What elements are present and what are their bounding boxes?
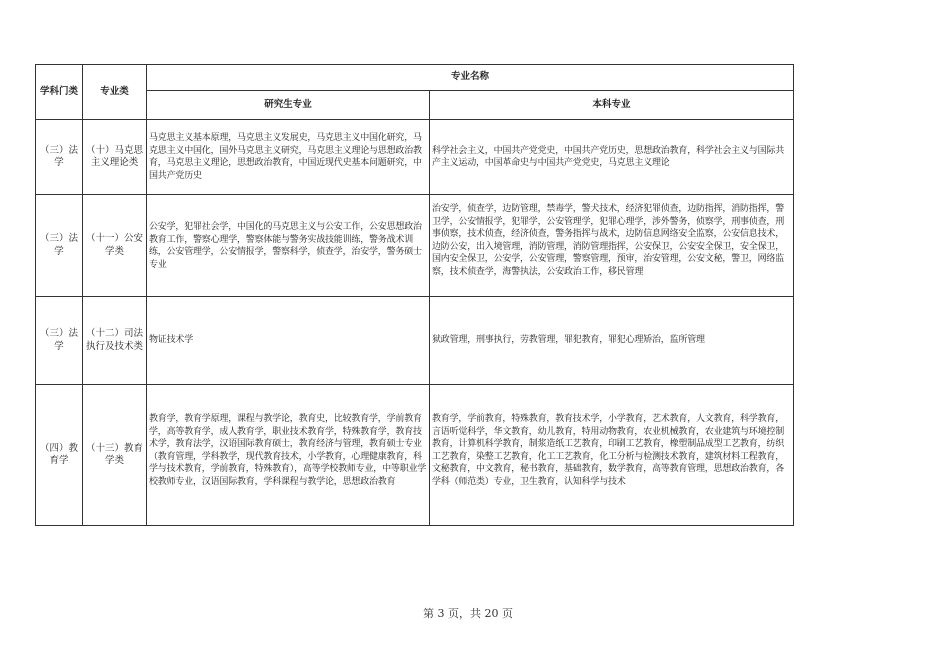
subheader-row [36,91,794,120]
discipline-cell: （三）法学 [36,297,83,385]
graduate-cell: 马克思主义基本原理，马克思主义发展史，马克思主义中国化研究，马克思主义中国化，国外马克思主义研究，马克思主义理论与思想政治教育，马克思主义理论，思想政治教育，中国近现代史基本问题研究，中国共产党历史 [147,120,430,195]
undergraduate-cell: 治安学，侦查学，边防管理，禁毒学，警犬技术，经济犯罪侦查，边防指挥，消防指挥，警卫学，公安情报学，犯罪学，公安管理学，犯罪心理学，涉外警务，侦察学，刑事侦查，刑事侦察，技术侦查，经济侦查，警务指挥与战术，边防信息网络安全监察，公安信息技术，边防公安，出入境管理，消防管理，消防管理指挥，公安保卫，公安安全保卫，安全保卫，国内安全保卫，公安学，公安管理，警察管理，预审，治安管理，公安文秘，警卫，网络监察，技术侦查学，海警执法，公安政治工作，移民管理 [430,195,794,297]
graduate-cell: 公安学，犯罪社会学，中国化的马克思主义与公安工作，公安思想政治教育工作，警察心理学，警察体能与警务实战技能训练，警务战术训练，公安管理学，公安情报学，警察科学，侦查学，治安学，警务硕士专业 [147,195,430,297]
major-class-cell: （十）马克思主义理论类 [83,120,147,195]
page-footer: 第 3 页，共 20 页 [423,607,513,620]
major-class-cell: （十二）司法执行及技术类 [83,297,147,385]
table-row [36,120,794,195]
header-row [36,65,794,91]
undergraduate-cell: 教育学，学前教育，特殊教育，教育技术学，小学教育，艺术教育，人文教育，科学教育，言语听觉科学，华文教育，幼儿教育，特用动物教育，农业机械教育，农业建筑与环境控制教育，计算机科学教育，制浆造纸工艺教育，印刷工艺教育，橡塑制品成型工艺教育，纺织工艺教育，染整工艺教育，化工工艺教育，化工分析与检测技术教育，建筑材料工程教育，文秘教育，中文教育，秘书教育，基础教育，数学教育，高等教育管理，思想政治教育，各学科（师范类）专业，卫生教育，认知科学与技术 [430,385,794,526]
discipline-cell: （三）法学 [36,195,83,297]
discipline-cell: （三）法学 [36,120,83,195]
graduate-cell: 物证技术学 [147,297,430,385]
table-row [36,297,794,385]
undergraduate-cell: 科学社会主义，中国共产党党史，中国共产党历史，思想政治教育，科学社会主义与国际共产主义运动，中国革命史与中国共产党党史，马克思主义理论 [430,120,794,195]
header-discipline: 学科门类 [36,65,83,120]
header-graduate: 研究生专业 [147,91,430,120]
major-class-cell: （十三）教育学类 [83,385,147,526]
header-major-class: 专业类 [83,65,147,120]
major-class-cell: （十一）公安学类 [83,195,147,297]
majors-table [35,64,794,526]
header-major-name: 专业名称 [147,65,794,91]
table-row [36,195,794,297]
undergraduate-cell: 狱政管理，刑事执行，劳教管理，罪犯教育，罪犯心理矫治，监所管理 [430,297,794,385]
graduate-cell: 教育学，教育学原理，课程与教学论，教育史，比较教育学，学前教育学，高等教育学，成人教育学，职业技术教育学，特殊教育学，教育技术学，教育法学，汉语国际教育硕士，教育经济与管理，教育硕士专业（教育管理，学科教学，现代教育技术，小学教育，心理健康教育，科学与技术教育，学前教育，特殊教育），高等学校教师专业，中等职业学校教师专业，汉语国际教育，学科课程与教学论，思想政治教育 [147,385,430,526]
discipline-cell: （四）教育学 [36,385,83,526]
table-row [36,385,794,526]
header-undergraduate: 本科专业 [430,91,794,120]
